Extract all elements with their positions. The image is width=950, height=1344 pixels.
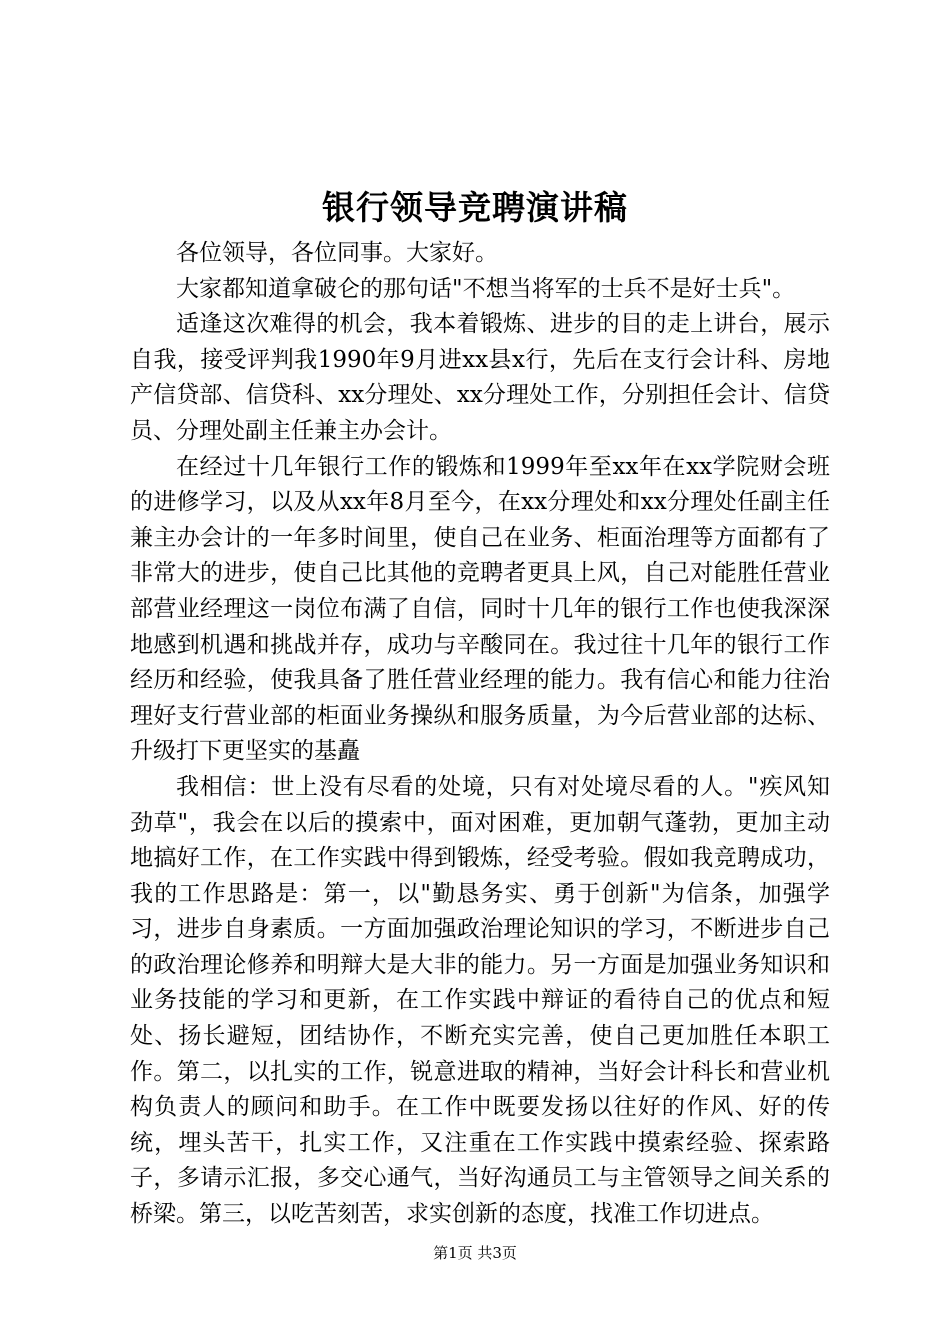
page-footer: 第1页 共3页 bbox=[433, 1244, 517, 1262]
paragraph-experience: 在经过十几年银行工作的锻炼和1999年至xx年在xx学院财会班的进修学习，以及从xx年8月至今，在xx分理处和xx分理处任副主任兼主办会计的一年多时间里，使自己在业务、柜面治理等方面都有了非常大的进步，使自己比其他的竞聘者更具上风，自己对能胜任营业部营业经理这一岗位布满了自信，同时十几年的银行工作也使我深深地感到机遇和挑战并存，成功与辛酸同在。我过往十几年的银行工作经历和经验，使我具备了胜任营业经理的能力。我有信心和能力往治理好支行营业部的柜面业务操纵和服务质量，为今后营业部的达标、升级打下更坚实的基矗 bbox=[130, 453, 830, 765]
document-title: 银行领导竞聘演讲稿 bbox=[322, 188, 628, 227]
paragraph-quote: 大家都知道拿破仑的那句话"不想当将军的士兵不是好士兵"。 bbox=[176, 275, 796, 302]
document-body bbox=[130, 236, 830, 1233]
paragraph-greeting: 各位领导，各位同事。大家好。 bbox=[176, 240, 498, 266]
paragraph-plan: 我相信：世上没有尽看的处境，只有对处境尽看的人。"疾风知劲草"，我会在以后的摸索中，面对困难，更加朝气蓬勃，更加主动地搞好工作，在工作实践中得到锻炼，经受考验。假如我竞聘成功，我的工作思路是：第一，以"勤恳务实、勇于创新"为信条，加强学习，进步自身素质。一方面加强政治理论知识的学习，不断进步自己的政治理论修养和明辩大是大非的能力。另一方面是加强业务知识和业务技能的学习和更新，在工作实践中辩证的看待自己的优点和短处、扬长避短，团结协作，不断充实完善，使自己更加胜任本职工作。第二，以扎实的工作，锐意进取的精神，当好会计科长和营业机构负责人的顾问和助手。在工作中既要发扬以往好的作风、好的传统，埋头苦干，扎实工作，又注重在工作实践中摸索经验、探索路子，多请示汇报，多交心通气，当好沟通员工与主管领导之间关系的桥梁。第三，以吃苦刻苦，求实创新的态度，找准工作切进点。 bbox=[130, 773, 830, 1228]
paragraph-background: 适逢这次难得的机会，我本着锻炼、进步的目的走上讲台，展示自我，接受评判我1990年9月进xx县x行，先后在支行会计科、房地产信贷部、信贷科、xx分理处、xx分理处工作，分别担任会计、信贷员、分理处副主任兼主办会计。 bbox=[130, 311, 830, 444]
